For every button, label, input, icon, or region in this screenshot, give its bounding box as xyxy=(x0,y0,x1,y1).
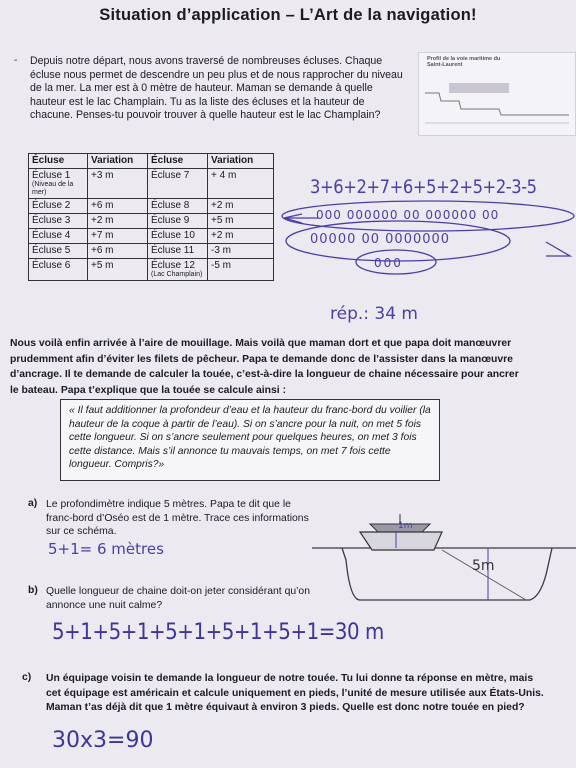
handwritten-answer-b: 5+1+5+1+5+1+5+1+5+1=30 m xyxy=(52,620,384,645)
bullet-mark: - xyxy=(14,55,18,66)
variation-cell: +5 m xyxy=(88,259,148,281)
column-header: Écluse xyxy=(29,154,88,169)
table-header-row xyxy=(29,154,274,169)
locks-table xyxy=(28,153,274,281)
anchoring-paragraph: Nous voilà enfin arrivée à l’aire de mouillage. Mais voilà que maman dort et que papa doit manœuvrer prudemment afin d’éviter les filets de pêcheur. Papa te demande donc de l’assister dans la manœuvre d’ancrage. Il te demande de calculer la touée, c’est-à-dire la longueur de chaine nécessaire pour ancrer le bateau. Papa t’explique que la touée se calcule ainsi : xyxy=(10,338,519,396)
lock-name: Écluse 12 xyxy=(151,260,195,271)
lock-cell: Écluse 3 xyxy=(29,214,88,229)
lock-cell: Écluse 10 xyxy=(148,229,208,244)
variation-cell: +6 m xyxy=(88,244,148,259)
handwritten-marks-2: 00000 00 0000000 xyxy=(310,232,451,247)
table-row xyxy=(29,244,274,259)
table-row xyxy=(29,259,274,281)
variation-cell: +2 m xyxy=(208,199,274,214)
lock-cell: Écluse 9 xyxy=(148,214,208,229)
variation-cell: +3 m xyxy=(88,169,148,199)
column-header: Variation xyxy=(88,154,148,169)
question-b-label: b) xyxy=(28,585,38,596)
question-a-label: a) xyxy=(28,498,38,509)
lock-cell: Écluse 8 xyxy=(148,199,208,214)
handwritten-sum: 3+6+2+7+6+5+2+5+2-3-5 xyxy=(310,176,537,198)
variation-cell: +7 m xyxy=(88,229,148,244)
seaway-profile-graph xyxy=(419,53,575,135)
lock-note: (Lac Champlain) xyxy=(151,271,203,278)
column-header: Écluse xyxy=(148,154,208,169)
lock-cell: Écluse 6 xyxy=(29,259,88,281)
lock-note: (Niveau de la mer) xyxy=(32,181,74,196)
handwritten-marks-1: 000 000000 00 000000 00 xyxy=(316,208,500,222)
lock-cell xyxy=(148,259,208,281)
variation-cell: +5 m xyxy=(208,214,274,229)
handwritten-answer-c: 30x3=90 xyxy=(52,728,154,753)
variation-cell: +2 m xyxy=(208,229,274,244)
seaway-profile-title: Profil de la voie maritime du Saint-Laurent xyxy=(427,56,501,68)
table-row xyxy=(29,229,274,244)
seaway-profile-image xyxy=(418,52,576,136)
question-b-text: Quelle longueur de chaine doit-on jeter considérant qu’on annonce une nuit calme? xyxy=(46,586,310,611)
lock-cell: Écluse 4 xyxy=(29,229,88,244)
question-a-text: Le profondimètre indique 5 mètres. Papa te dit que le franc-bord d’Oséo est de 1 mètre. Trace ces informations sur ce schéma. xyxy=(46,499,309,537)
handwritten-marks-3: 000 xyxy=(374,256,403,270)
variation-cell: +2 m xyxy=(88,214,148,229)
lock-cell: Écluse 5 xyxy=(29,244,88,259)
lock-cell: Écluse 11 xyxy=(148,244,208,259)
diagram-depth-label: 5m xyxy=(472,558,495,574)
lock-cell: Écluse 2 xyxy=(29,199,88,214)
anchoring-diagram xyxy=(312,496,576,612)
variation-cell: +6 m xyxy=(88,199,148,214)
lock-name: Écluse 1 xyxy=(32,170,71,181)
table-row xyxy=(29,214,274,229)
column-header: Variation xyxy=(208,154,274,169)
table-row xyxy=(29,199,274,214)
variation-cell: -5 m xyxy=(208,259,274,281)
page-title: Situation d’application – L’Art de la navigation! xyxy=(99,6,477,24)
question-c-label: c) xyxy=(22,672,32,683)
lock-cell: Écluse 7 xyxy=(148,169,208,199)
quote-box xyxy=(60,399,440,481)
table-row xyxy=(29,169,274,199)
lock-cell xyxy=(29,169,88,199)
diagram-freeboard-label: 1m xyxy=(398,521,413,531)
variation-cell: + 4 m xyxy=(208,169,274,199)
variation-cell: -3 m xyxy=(208,244,274,259)
handwritten-answer-a: 5+1= 6 mètres xyxy=(48,540,164,558)
question-c-text: Un équipage voisin te demande la longueur de notre touée. Tu lui donne ta réponse en mètre, mais cet équipage est américain et calcule uniquement en pieds, l’unité de mesure utilisée aux États-Unis. Maman t’as déjà dit que 1 mètre équivaut à environ 3 pieds. Quelle est donc notre touée en pied? xyxy=(46,673,544,713)
intro-paragraph: Depuis notre départ, nous avons traversé de nombreuses écluses. Chaque écluse nous permet de descendre un peu plus et de nous rapprocher du niveau de la mer. La mer est à 0 mètre de hauteur. Maman se demande à quelle hauteur est le lac Champlain. Tu as la liste des écluses et la hauteur de chacune. Penses-tu pouvoir trouver à quelle hauteur est le lac Champlain? xyxy=(30,55,403,122)
quote-text: « Il faut additionner la profondeur d’eau et la hauteur du franc-bord du voilier (la hauteur de la coque à partir de l’eau). Si on s’ancre pour la nuit, on met 5 fois cette longueur. Si on s’ancre seulement pour quelques heures, on met 3 fois cette distance. Mais s’il annonce tu mauvais temps, on met 7 fois cette longueur. Compris?» xyxy=(69,405,431,471)
handwritten-answer-1: rép.: 34 m xyxy=(330,304,418,324)
